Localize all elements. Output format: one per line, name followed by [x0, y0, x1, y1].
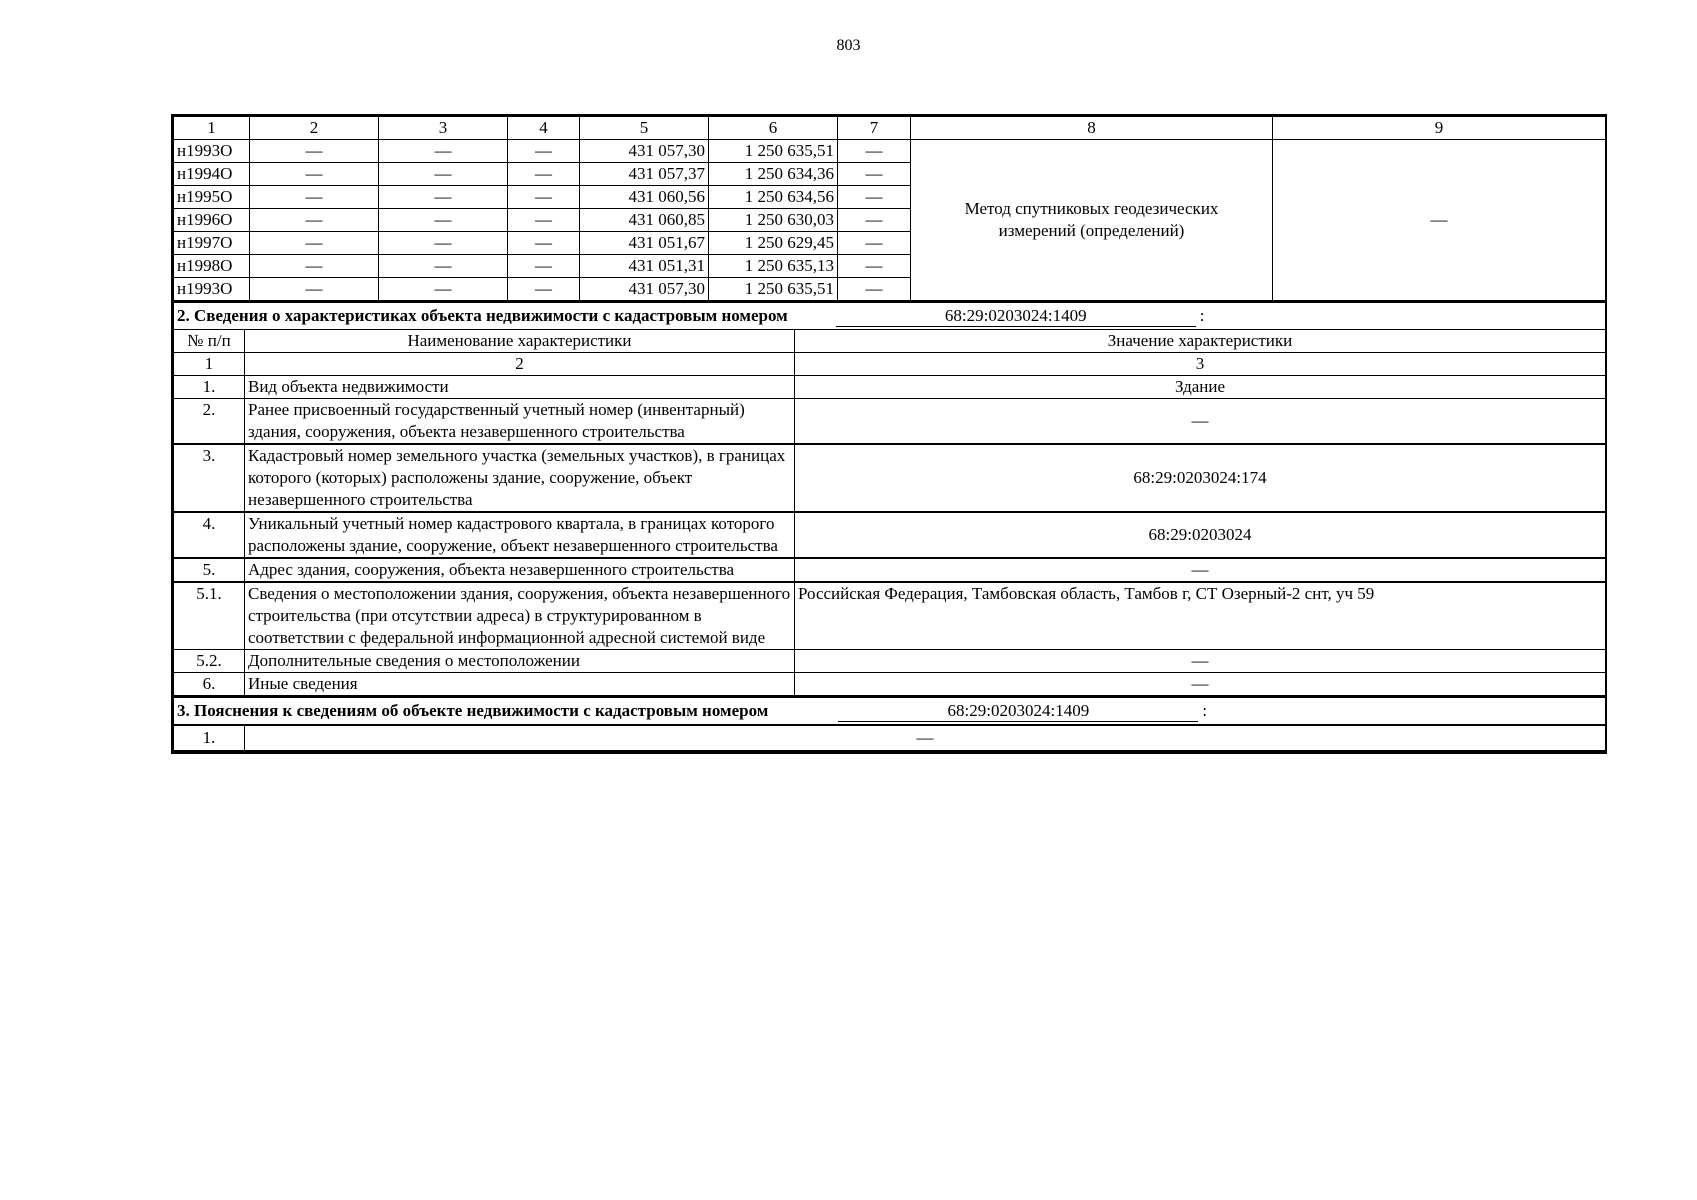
table-cell: —: [838, 209, 911, 232]
row-name: Вид объекта недвижимости: [245, 376, 795, 399]
section3-title-row: [174, 697, 1606, 725]
header-num-index: 3: [795, 353, 1606, 376]
method-line: Метод спутниковых геодезических: [964, 199, 1219, 218]
point-id: н1993О: [174, 278, 250, 301]
row-num: 1.: [174, 376, 245, 399]
table-cell: —: [250, 255, 379, 278]
table-cell: —: [379, 186, 508, 209]
table-cell: —: [508, 186, 580, 209]
table-cell: —: [250, 186, 379, 209]
coordinates-header-cell: 9: [1273, 117, 1606, 140]
row-num: 2.: [174, 399, 245, 445]
coordinates-header-cell: 1: [174, 117, 250, 140]
coord-y: 1 250 635,51: [709, 140, 838, 163]
coordinates-header-cell: 7: [838, 117, 911, 140]
point-id: н1997О: [174, 232, 250, 255]
header-num: № п/п: [174, 330, 245, 353]
table-cell: —: [508, 255, 580, 278]
coord-x: 431 060,85: [580, 209, 709, 232]
table-row: [174, 673, 1606, 696]
section2-cadastral-number: 68:29:0203024:1409: [836, 306, 1196, 327]
table-cell: —: [250, 140, 379, 163]
coord-x: 431 060,56: [580, 186, 709, 209]
row-num: 5.2.: [174, 650, 245, 673]
section2-colon: :: [1199, 306, 1205, 325]
table-cell: —: [379, 255, 508, 278]
coord-y: 1 250 630,03: [709, 209, 838, 232]
coord-x: 431 057,30: [580, 278, 709, 301]
table-cell: —: [838, 278, 911, 301]
header-name: Наименование характеристики: [245, 330, 795, 353]
row-value: —: [795, 650, 1606, 673]
section3-title: 3. Пояснения к сведениям об объекте недвижимости с кадастровым номером: [177, 701, 769, 720]
table-cell: —: [379, 232, 508, 255]
table-cell: —: [379, 278, 508, 301]
point-id: н1996О: [174, 209, 250, 232]
coordinates-header-cell: 5: [580, 117, 709, 140]
characteristics-header-nums-row: [174, 353, 1606, 376]
row-value: —: [795, 558, 1606, 582]
section3-cadastral-number: 68:29:0203024:1409: [838, 701, 1198, 722]
method-cell: [911, 140, 1273, 301]
row-value: Здание: [795, 376, 1606, 399]
header-value: Значение характеристики: [795, 330, 1606, 353]
row-num: 3.: [174, 444, 245, 512]
table-cell: —: [379, 163, 508, 186]
table-cell: —: [838, 255, 911, 278]
coord-x: 431 051,67: [580, 232, 709, 255]
row-value: 68:29:0203024: [795, 512, 1606, 558]
row-value: Российская Федерация, Тамбовская область, Тамбов г, СТ Озерный-2 снт, уч 59: [795, 582, 1606, 650]
table-cell: —: [379, 140, 508, 163]
coordinates-header-cell: 3: [379, 117, 508, 140]
table-cell: —: [250, 278, 379, 301]
row-name: Ранее присвоенный государственный учетный номер (инвентарный) здания, сооружения, объекта незавершенного строительства: [245, 399, 795, 445]
table-cell: —: [838, 232, 911, 255]
coordinates-header-cell: 6: [709, 117, 838, 140]
section2-title: 2. Сведения о характеристиках объекта недвижимости с кадастровым номером: [177, 306, 788, 325]
coordinates-header-cell: 8: [911, 117, 1273, 140]
row-name: Уникальный учетный номер кадастрового квартала, в границах которого расположены здание, сооружение, объект незавершенного строительства: [245, 512, 795, 558]
table-cell: —: [508, 232, 580, 255]
table-cell: —: [250, 163, 379, 186]
row-value: —: [245, 725, 1606, 751]
row-name: Иные сведения: [245, 673, 795, 696]
cadastral-document: [171, 114, 1607, 754]
coord-y: 1 250 635,51: [709, 278, 838, 301]
table-row: [174, 512, 1606, 558]
table-cell: —: [508, 209, 580, 232]
coord-y: 1 250 635,13: [709, 255, 838, 278]
point-id: н1993О: [174, 140, 250, 163]
characteristics-header-row: [174, 330, 1606, 353]
coord-y: 1 250 634,56: [709, 186, 838, 209]
coordinates-header-cell: 2: [250, 117, 379, 140]
table-cell: —: [508, 140, 580, 163]
row-value: —: [795, 673, 1606, 696]
point-id: н1994О: [174, 163, 250, 186]
section3-colon: :: [1202, 701, 1208, 720]
coord-y: 1 250 634,36: [709, 163, 838, 186]
point-id: н1995О: [174, 186, 250, 209]
table-cell: —: [379, 209, 508, 232]
header-num-index: 2: [245, 353, 795, 376]
coordinates-table: [173, 116, 1606, 301]
coordinates-header-row: [174, 117, 1606, 140]
row-value: 68:29:0203024:174: [795, 444, 1606, 512]
characteristics-table: [173, 301, 1606, 696]
table-row: [174, 399, 1606, 445]
row-num: 4.: [174, 512, 245, 558]
table-row: [174, 558, 1606, 582]
row-num: 5.: [174, 558, 245, 582]
coord-x: 431 051,31: [580, 255, 709, 278]
table-row: [174, 582, 1606, 650]
row-name: Адрес здания, сооружения, объекта незавершенного строительства: [245, 558, 795, 582]
page-number: 803: [836, 37, 861, 54]
col9-value: —: [1273, 140, 1606, 301]
table-cell: —: [838, 186, 911, 209]
method-line: измерений (определений): [998, 221, 1185, 240]
table-row: [174, 725, 1606, 751]
header-num-index: 1: [174, 353, 245, 376]
table-row: [174, 140, 1606, 163]
table-row: [174, 444, 1606, 512]
section2-title-row: [174, 302, 1606, 330]
coord-y: 1 250 629,45: [709, 232, 838, 255]
explanations-table: [173, 696, 1606, 752]
row-num: 6.: [174, 673, 245, 696]
coord-x: 431 057,37: [580, 163, 709, 186]
table-cell: —: [250, 232, 379, 255]
row-num: 5.1.: [174, 582, 245, 650]
table-cell: —: [508, 278, 580, 301]
row-name: Кадастровый номер земельного участка (земельных участков), в границах которого (которых) расположены здание, сооружение, объект незавершенного строительства: [245, 444, 795, 512]
table-cell: —: [250, 209, 379, 232]
row-value: —: [795, 399, 1606, 445]
row-name: Дополнительные сведения о местоположении: [245, 650, 795, 673]
table-row: [174, 650, 1606, 673]
table-cell: —: [838, 140, 911, 163]
point-id: н1998О: [174, 255, 250, 278]
coordinates-header-cell: 4: [508, 117, 580, 140]
table-cell: —: [508, 163, 580, 186]
row-num: 1.: [174, 725, 245, 751]
row-name: Сведения о местоположении здания, сооружения, объекта незавершенного строительства (при отсутствии адреса) в структурированном в соответствии с федеральной информационной адресной системой виде: [245, 582, 795, 650]
table-cell: —: [838, 163, 911, 186]
table-row: [174, 376, 1606, 399]
coord-x: 431 057,30: [580, 140, 709, 163]
